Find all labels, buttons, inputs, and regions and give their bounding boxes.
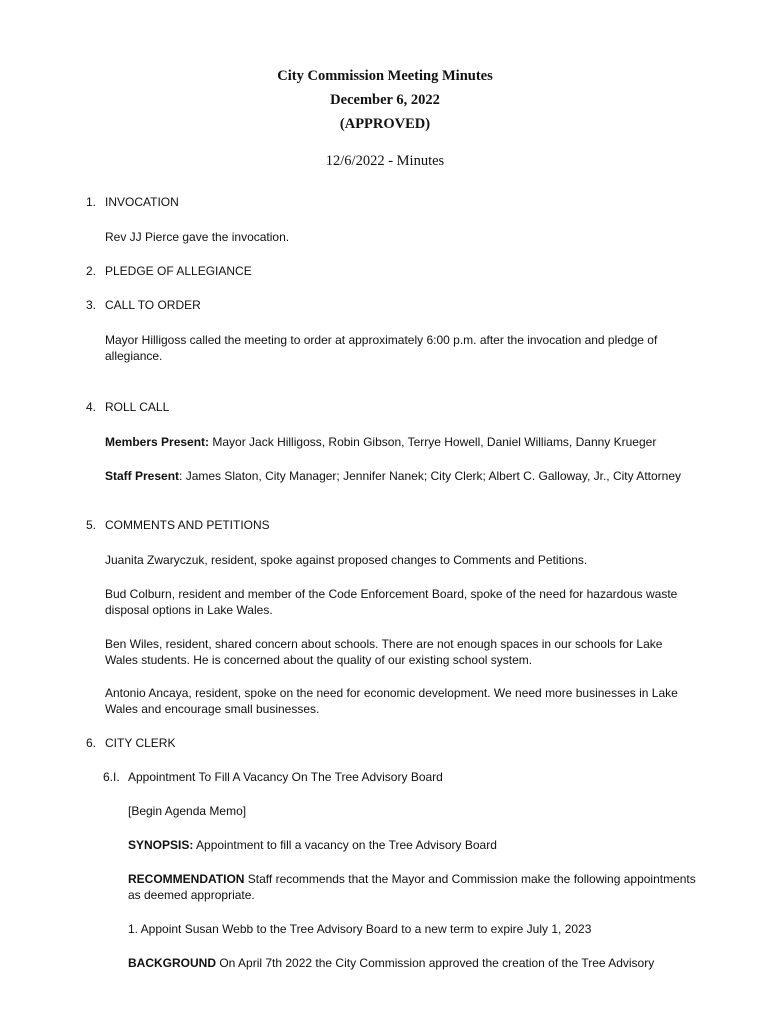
subsection-number: 6.I. <box>103 770 120 784</box>
section-title-call-to-order: CALL TO ORDER <box>105 298 201 312</box>
section-title-invocation: INVOCATION <box>105 195 179 209</box>
background-text: On April 7th 2022 the City Commission approved the creation of the Tree Advisory <box>216 956 655 970</box>
section-number: 1. <box>86 195 97 209</box>
section-number: 3. <box>86 298 97 312</box>
section-number: 4. <box>86 400 97 414</box>
section-title-roll-call: ROLL CALL <box>105 400 170 414</box>
subsection-title: Appointment To Fill A Vacancy On The Tree Advisory Board <box>128 770 443 784</box>
members-present-text: Mayor Jack Hilligoss, Robin Gibson, Terrye Howell, Daniel Williams, Danny Krueger <box>209 435 657 449</box>
recommendation <box>128 871 698 903</box>
title-line-2: December 6, 2022 <box>330 92 440 108</box>
staff-present <box>105 468 695 484</box>
comment-paragraph: Juanita Zwaryczuk, resident, spoke against proposed changes to Comments and Petitions. <box>105 553 588 567</box>
invocation-text: Rev JJ Pierce gave the invocation. <box>105 230 290 244</box>
section-number: 5. <box>86 518 97 532</box>
members-present <box>105 434 695 450</box>
recommendation-label: RECOMMENDATION <box>128 872 245 886</box>
call-to-order-text: Mayor Hilligoss called the meeting to order at approximately 6:00 p.m. after the invocation and pledge of allegiance. <box>105 333 658 363</box>
section-title-city-clerk: CITY CLERK <box>105 736 176 750</box>
agenda-memo-marker: [Begin Agenda Memo] <box>128 804 247 818</box>
staff-present-label: Staff Present <box>105 469 180 483</box>
background-label: BACKGROUND <box>128 956 216 970</box>
section-title-pledge: PLEDGE OF ALLEGIANCE <box>105 264 252 278</box>
comment-paragraph: Ben Wiles, resident, shared concern about schools. There are not enough spaces in our schools for Lake Wales students. He is concerned about the quality of our existing school system. <box>105 637 663 667</box>
title-line-1: City Commission Meeting Minutes <box>277 68 493 84</box>
comment-paragraph: Bud Colburn, resident and member of the Code Enforcement Board, spoke of the need for hazardous waste disposal options in Lake Wales. <box>105 587 678 617</box>
section-number: 6. <box>86 736 97 750</box>
staff-present-text: : James Slaton, City Manager; Jennifer Nanek; City Clerk; Albert C. Galloway, Jr., City Attorney <box>179 469 681 483</box>
appointment-item: 1. Appoint Susan Webb to the Tree Advisory Board to a new term to expire July 1, 2023 <box>128 922 592 936</box>
synopsis <box>128 837 698 853</box>
document-subtitle: 12/6/2022 - Minutes <box>325 153 445 169</box>
background <box>128 955 698 971</box>
section-number: 2. <box>86 264 97 278</box>
section-title-comments: COMMENTS AND PETITIONS <box>105 518 270 532</box>
members-present-label: Members Present: <box>105 435 210 449</box>
document-header <box>0 64 770 173</box>
recommendation-text: Staff recommends that the Mayor and Commission make the following appointments as deemed appropriate. <box>128 872 696 902</box>
synopsis-text: Appointment to fill a vacancy on the Tree Advisory Board <box>193 838 497 852</box>
title-line-3: (APPROVED) <box>339 116 431 132</box>
synopsis-label: SYNOPSIS: <box>128 838 194 852</box>
comment-paragraph: Antonio Ancaya, resident, spoke on the need for economic development. We need more businesses in Lake Wales and encourage small businesses. <box>105 686 678 716</box>
